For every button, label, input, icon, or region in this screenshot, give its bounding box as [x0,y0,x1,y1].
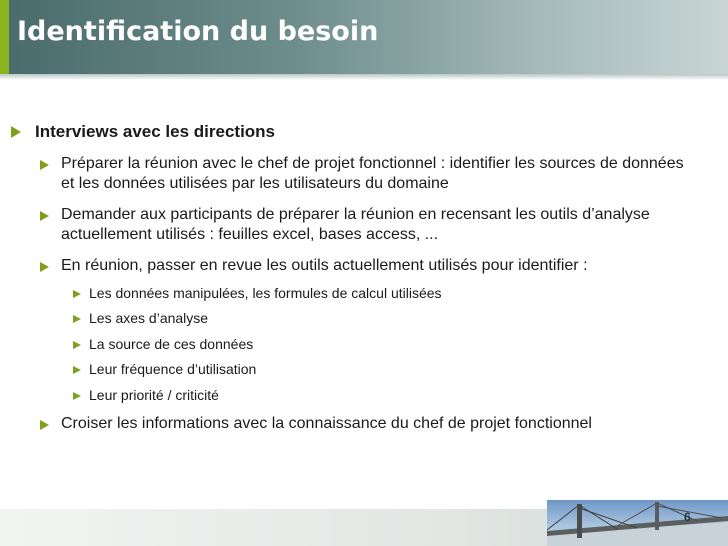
bullet-arrow-icon [73,366,81,374]
bullet-preparer [40,154,700,195]
sub-bullet-donnees [73,285,442,303]
bullet-text: Croiser les informations avec la connaissance du chef de projet fonctionnel [61,415,592,432]
bullet-arrow-icon [73,290,81,298]
sub-bullet-priorite [73,387,219,405]
bullet-text: Demander aux participants de préparer la réunion en recensant les outils d’analyse actuellement utilisés : feuilles excel, bases access, ... [61,206,650,244]
sub-bullet-axes [73,310,208,328]
sub-bullet-source [73,336,253,354]
bullet-arrow-icon [11,126,21,138]
bullet-text: En réunion, passer en revue les outils actuellement utilisés pour identifier : [61,257,588,274]
bridge-photo [547,500,728,546]
bullet-arrow-icon [40,160,49,170]
bullet-demander [40,205,700,246]
bullet-arrow-icon [40,211,49,221]
bullet-arrow-icon [40,262,49,272]
bullet-arrow-icon [73,341,81,349]
bullet-arrow-icon [73,315,81,323]
bullet-text: Interviews avec les directions [35,122,276,141]
bullet-arrow-icon [40,420,49,430]
bullet-en-reunion [40,256,700,276]
slide-title: Identification du besoin [17,16,379,47]
bullet-text: La source de ces données [89,336,254,352]
bullet-text: Leur priorité / criticité [89,387,219,403]
sub-bullet-frequence [73,361,256,379]
bullet-text: Les données manipulées, les formules de calcul utilisées [89,285,442,301]
bullet-arrow-icon [73,392,81,400]
bullet-croiser [40,414,700,434]
bullet-text: Les axes d’analyse [89,310,209,326]
bullet-text: Préparer la réunion avec le chef de projet fonctionnel : identifier les sources de données et les données utilisées par les utilisateurs du domaine [61,155,684,193]
bridge-icon [547,500,728,546]
page-number: 6 [684,510,691,524]
bullet-text: Leur fréquence d’utilisation [89,361,257,377]
